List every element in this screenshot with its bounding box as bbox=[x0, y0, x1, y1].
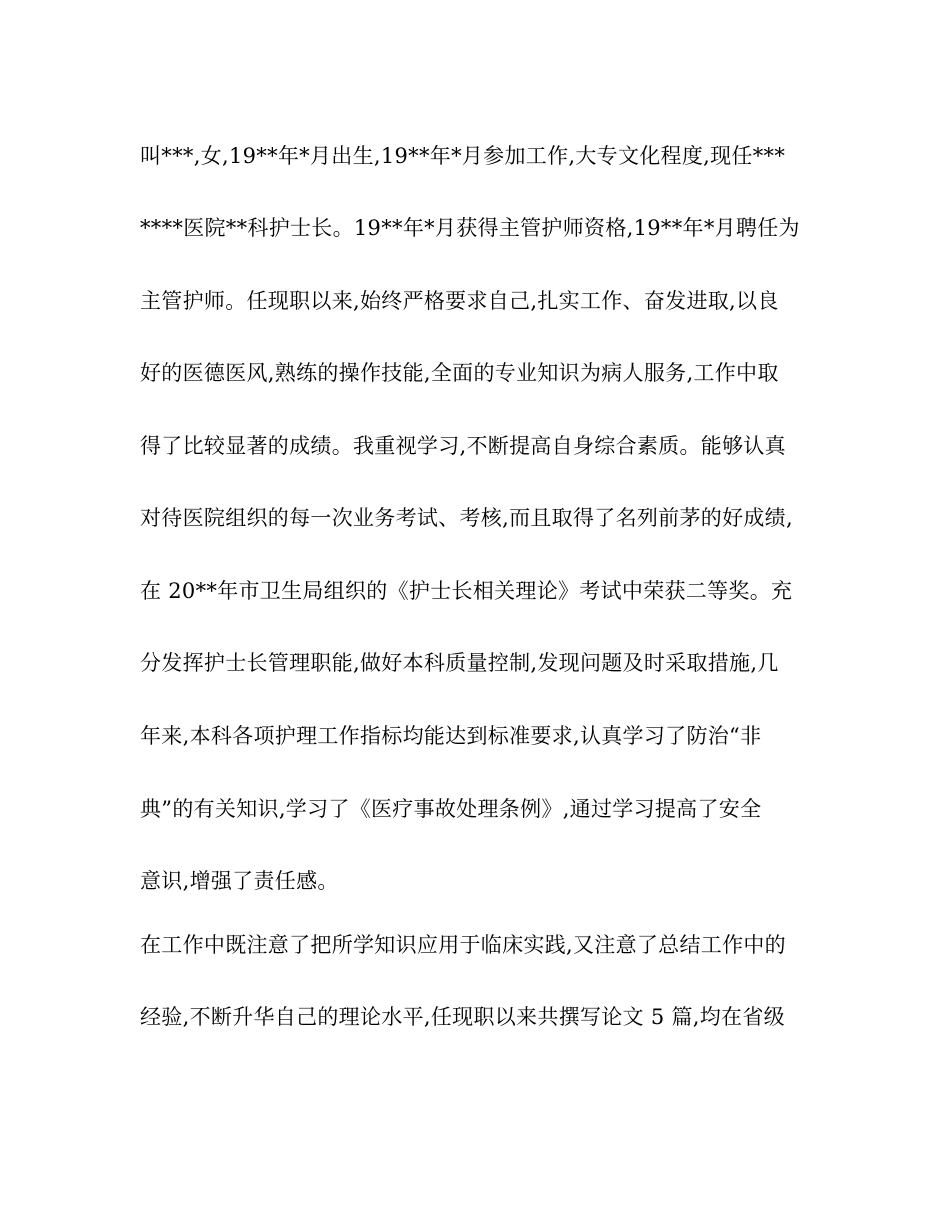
text-line: 在工作中既注意了把所学知识应用于临床实践,又注意了总结工作中的 bbox=[140, 933, 786, 957]
text-line: 意识,增强了责任感。 bbox=[140, 869, 339, 893]
text-line: 年来,本科各项护理工作指标均能达到标准要求,认真学习了防治“非 bbox=[140, 724, 762, 748]
text-line: 在 20**年市卫生局组织的《护士长相关理论》考试中荣获二等奖。充 bbox=[140, 579, 793, 603]
text-line: 经验,不断升华自己的理论水平,任现职以来共撰写论文 5 篇,均在省级 bbox=[140, 1005, 785, 1029]
text-line: 叫***,女,19**年*月出生,19**年*月参加工作,大专文化程度,现任*** bbox=[140, 144, 786, 168]
text-line: 分发挥护士长管理职能,做好本科质量控制,发现问题及时采取措施,几 bbox=[140, 651, 779, 675]
text-line: 对待医院组织的每一次业务考试、考核,而且取得了名列前茅的好成绩, bbox=[140, 506, 793, 530]
text-line: 好的医德医风,熟练的操作技能,全面的专业知识为病人服务,工作中取 bbox=[140, 361, 779, 385]
text-line: 典”的有关知识,学习了《医疗事故处理条例》,通过学习提高了安全 bbox=[140, 797, 762, 821]
text-line: 主管护师。任现职以来,始终严格要求自己,扎实工作、奋发进取,以良 bbox=[140, 289, 779, 313]
text-line: ****医院**科护士长。19**年*月获得主管护师资格,19**年*月聘任为 bbox=[140, 216, 800, 240]
text-line: 得了比较显著的成绩。我重视学习,不断提高自身综合素质。能够认真 bbox=[140, 434, 786, 458]
